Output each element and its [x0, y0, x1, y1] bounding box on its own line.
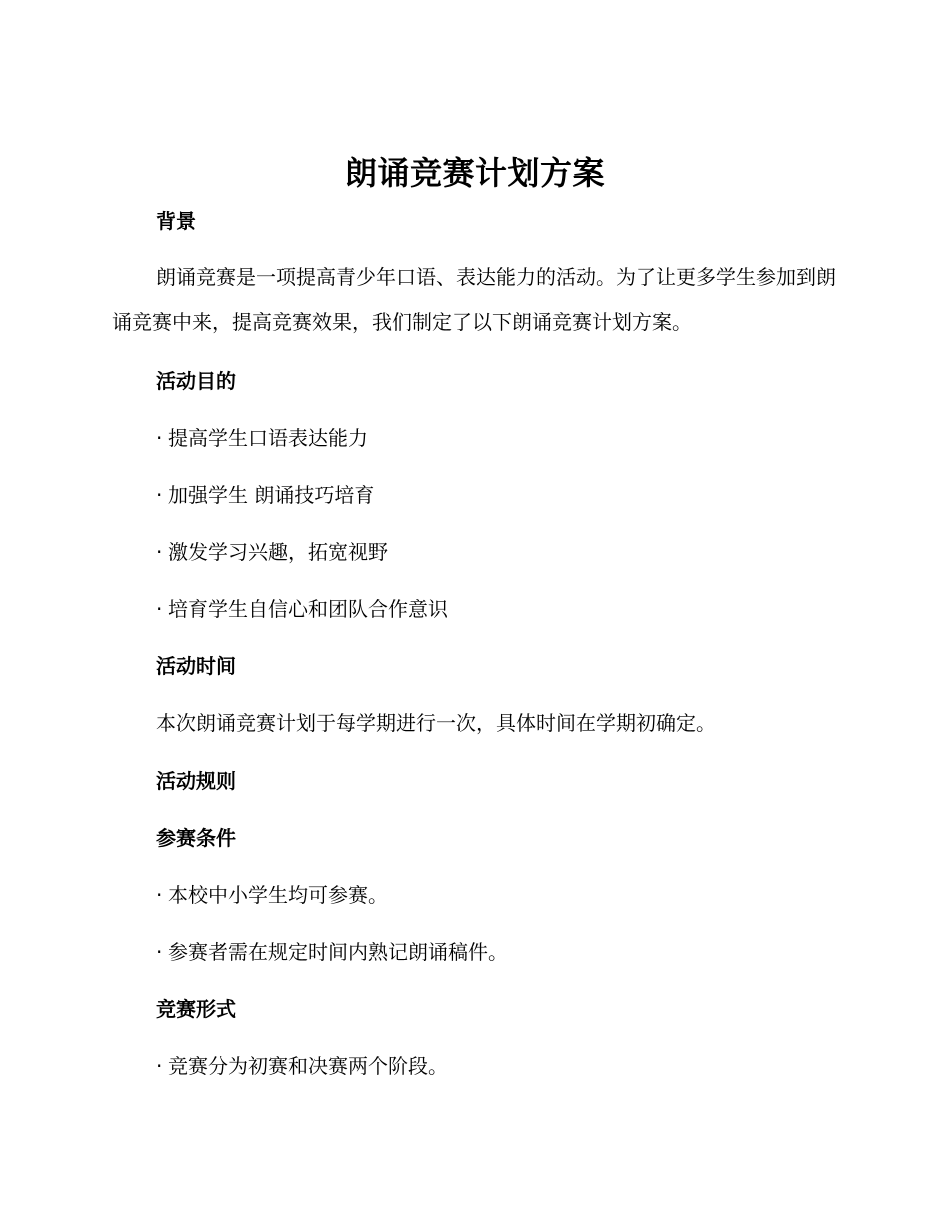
bullet-icon: · [156, 940, 163, 964]
list-item [112, 423, 838, 453]
bullet-icon: · [156, 883, 163, 907]
list-item [112, 880, 838, 910]
list-item-text: 提高学生口语表达能力 [168, 426, 368, 450]
list-item-text: 培育学生自信心和团队合作意识 [168, 597, 448, 621]
list-item-text: 本校中小学生均可参赛。 [168, 883, 388, 907]
section-heading-conditions: 参赛条件 [156, 826, 236, 850]
list-item [112, 594, 838, 624]
list-item [112, 537, 838, 567]
list-item-text: 竞赛分为初赛和决赛两个阶段。 [168, 1054, 448, 1078]
bullet-icon: · [156, 540, 163, 564]
bullet-icon: · [156, 597, 163, 621]
bullet-icon: · [156, 426, 163, 450]
list-item-text: 参赛者需在规定时间内熟记朗诵稿件。 [168, 940, 508, 964]
section-heading-time: 活动时间 [156, 654, 236, 678]
section-heading-background: 背景 [156, 209, 196, 233]
bullet-icon: · [156, 483, 163, 507]
section-heading-rules: 活动规则 [156, 769, 236, 793]
list-item [112, 480, 838, 510]
list-item [112, 937, 838, 967]
background-paragraph: 朗诵竞赛是一项提高青少年口语、表达能力的活动。为了让更多学生参加到朗诵竞赛中来，提高竞赛效果，我们制定了以下朗诵竞赛计划方案。 [112, 265, 836, 334]
list-item-text: 加强学生 朗诵技巧培育 [168, 483, 375, 507]
document-title: 朗诵竞赛计划方案 [344, 154, 605, 192]
section-heading-goals: 活动目的 [156, 369, 236, 393]
bullet-icon: · [156, 1054, 163, 1078]
list-item-text: 激发学习兴趣，拓宽视野 [168, 540, 388, 564]
list-item [112, 1051, 838, 1081]
section-heading-format: 竞赛形式 [156, 997, 236, 1021]
time-paragraph: 本次朗诵竞赛计划于每学期进行一次，具体时间在学期初确定。 [156, 711, 716, 735]
